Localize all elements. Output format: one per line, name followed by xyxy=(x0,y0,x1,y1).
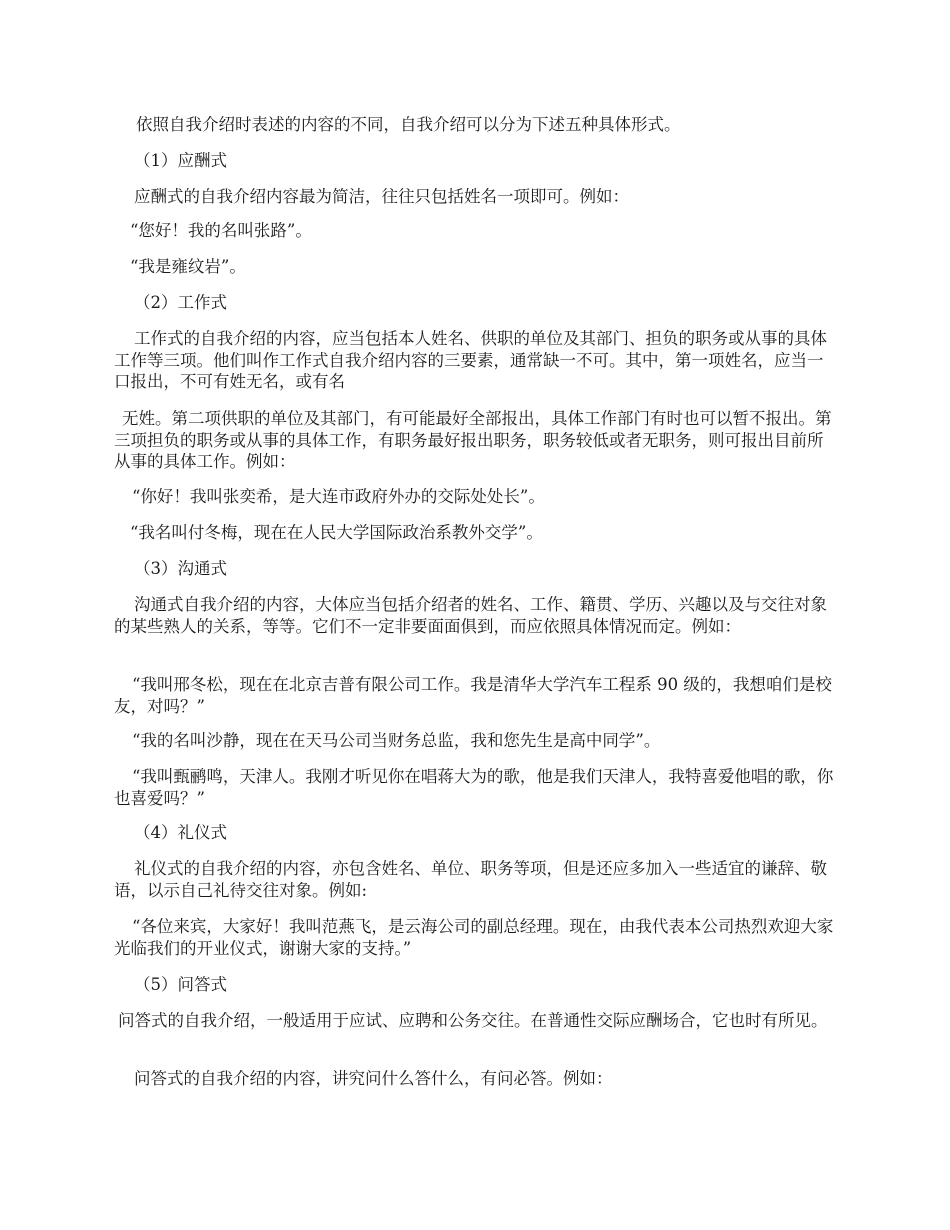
section-heading-1: （1）应酬式 xyxy=(134,151,227,170)
example-quote: “我叫邢冬松，现在在北京吉普有限公司工作。我是清华大学汽车工程系 90 级的，我想咱们是校友，对吗？” xyxy=(114,675,832,716)
paragraph-2-continued: 无姓。第二项供职的单位及其部门，有可能最好全部报出，具体工作部门有时也可以暂不报出。第三项担负的职务或从事的具体工作，有职务最好报出职务，职务较低或者无职务，则可报出目前所从事的具体工作。例如： xyxy=(114,409,832,471)
paragraph-1-body: 应酬式的自我介绍内容最为简洁，往往只包括姓名一项即可。例如： xyxy=(134,187,629,206)
example-quote: “你好！我叫张奕希，是大连市政府外办的交际处处长”。 xyxy=(132,487,545,506)
paragraph-5-body: 问答式的自我介绍，一般适用于应试、应聘和公务交往。在普通性交际应酬场合，它也时有所见。 xyxy=(118,1011,828,1030)
example-quote: “我的名叫沙静，现在在天马公司当财务总监，我和您先生是高中同学”。 xyxy=(132,731,661,750)
section-heading-3: （3）沟通式 xyxy=(134,559,227,578)
example-quote: “各位来宾，大家好！我叫范燕飞，是云海公司的副总经理。现在，由我代表本公司热烈欢迎大家光临我们的开业仪式，谢谢大家的支持。” xyxy=(114,917,834,958)
paragraph-3-body: 沟通式自我介绍的内容，大体应当包括介绍者的姓名、工作、籍贯、学历、兴趣以及与交往对象的某些熟人的关系，等等。它们不一定非要面面俱到，而应依照具体情况而定。例如： xyxy=(114,595,827,636)
paragraph-5-examples-intro: 问答式的自我介绍的内容，讲究问什么答什么，有问必答。例如： xyxy=(134,1069,613,1088)
section-heading-2: （2）工作式 xyxy=(134,293,227,312)
section-heading-4: （4）礼仪式 xyxy=(134,823,227,842)
section-heading-5: （5）问答式 xyxy=(134,975,227,994)
example-quote: “我名叫付冬梅，现在在人民大学国际政治系教外交学”。 xyxy=(130,523,543,542)
paragraph-4-body: 礼仪式的自我介绍的内容，亦包含姓名、单位、职务等项，但是还应多加入一些适宜的谦辞、敬语，以示自己礼待交往对象。例如: xyxy=(114,859,827,900)
example-quote: “您好！我的名叫张路”。 xyxy=(130,221,312,240)
intro-paragraph: 依照自我介绍时表述的内容的不同，自我介绍可以分为下述五种具体形式。 xyxy=(136,115,681,134)
example-quote: “我叫甄鹂鸣，天津人。我刚才听见你在唱蒋大为的歌，他是我们天津人，我特喜爱他唱的歌，你也喜爱吗？” xyxy=(114,767,834,808)
paragraph-2-body: 工作式的自我介绍的内容，应当包括本人姓名、供职的单位及其部门、担负的职务或从事的具体工作等三项。他们叫作工作式自我介绍内容的三要素，通常缺一不可。其中，第一项姓名，应当一口报出，不可有姓无名，或有名 xyxy=(114,329,827,391)
example-quote: “我是雍纹岩”。 xyxy=(130,257,246,276)
